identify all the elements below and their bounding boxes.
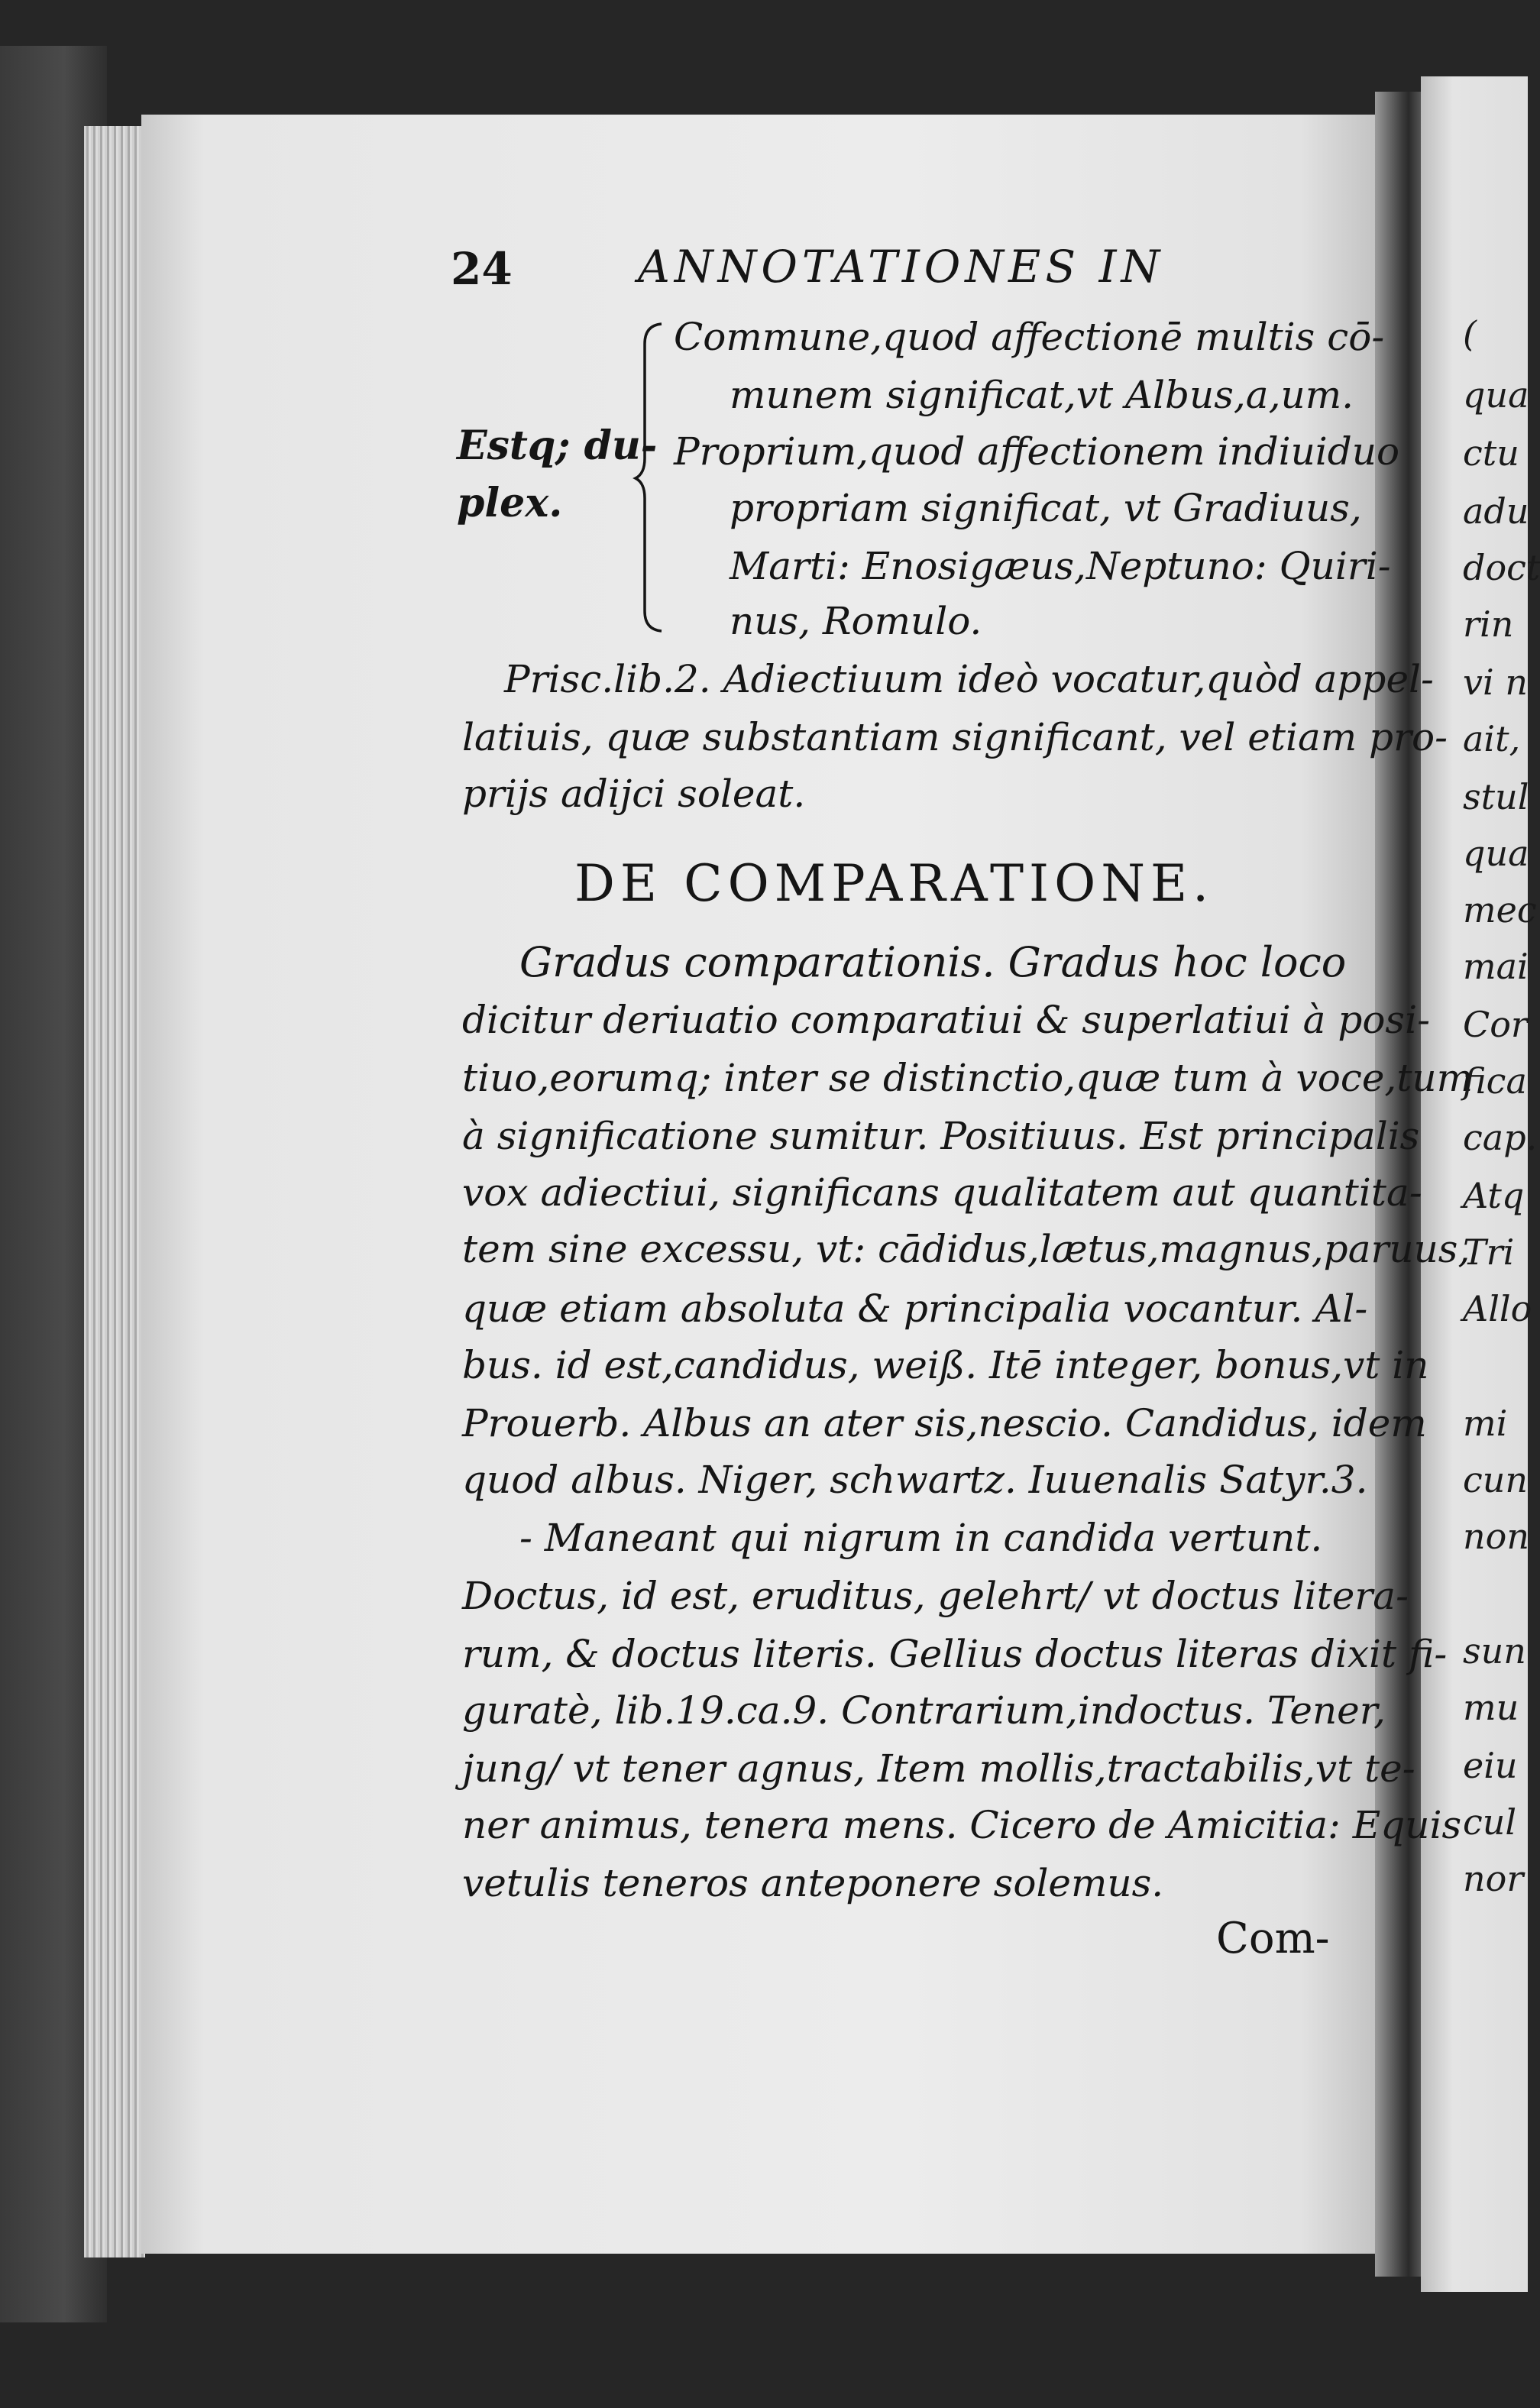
bracket-line: munem significat,vt Albus,a,um. [730, 373, 1354, 417]
text-line: Doctus, id est, eruditus, gelehrt/ vt doctus litera- [462, 1574, 1409, 1618]
bracket-line: Commune,quod affectionē multis cō- [674, 315, 1385, 359]
section-title: DE COMPARATIONE. [574, 854, 1215, 913]
facing-page-fragment: cul [1463, 1801, 1517, 1843]
facing-page-fragment: mu [1463, 1687, 1519, 1728]
bracket-side-label: plex. [457, 480, 563, 526]
facing-page-fragment: non [1463, 1516, 1529, 1557]
text-line: Prisc.lib.2. Adiectiuum ideò vocatur,quòd appel- [504, 657, 1434, 701]
catchword: Com- [1216, 1914, 1330, 1963]
bracket-line: nus, Romulo. [730, 599, 982, 643]
text-line: rum, & doctus literis. Gellius doctus literas dixit fi- [462, 1632, 1448, 1676]
page-number: 24 [451, 243, 513, 295]
text-line: dicitur deriuatio comparatiui & superlatiui à posi- [462, 998, 1430, 1042]
facing-page-fragment: adu [1463, 490, 1529, 532]
facing-page-fragment [1463, 1574, 1528, 1615]
facing-page-fragment: doct [1463, 547, 1540, 588]
facing-page-fragment: Allo [1463, 1288, 1532, 1329]
text-line: ner animus, tenera mens. Cicero de Amicitia: Equis [462, 1803, 1462, 1847]
facing-page-fragment: Tri [1463, 1232, 1515, 1273]
bracket-side-label: Estq; du- [457, 422, 658, 469]
bracket-line: Marti: Enosigæus,Neptuno: Quiri- [730, 544, 1391, 588]
bracket-line: propriam significat, vt Gradiuus, [730, 486, 1362, 530]
facing-page-fragment: vi n [1463, 662, 1528, 703]
text-line: - Maneant qui nigrum in candida vertunt. [519, 1516, 1323, 1560]
facing-page-fragment: mec [1463, 889, 1537, 931]
text-line: jung/ vt tener agnus, Item mollis,tractabilis,vt te- [462, 1746, 1415, 1791]
text-line: quod albus. Niger, schwartz. Iuuenalis Satyr.3. [462, 1458, 1368, 1502]
facing-page-fragment: nor [1463, 1858, 1524, 1899]
bracket-line: Proprium,quod affectionem indiuiduo [674, 429, 1400, 474]
facing-page-fragment: mi [1463, 1403, 1508, 1444]
curly-brace-icon [634, 321, 665, 634]
facing-page-fragment: cap. [1463, 1117, 1538, 1158]
text-line: Gradus comparationis. Gradus hoc loco [519, 938, 1347, 986]
text-line: quæ etiam absoluta & principalia vocantur. Al- [462, 1287, 1368, 1331]
facing-page-fragment: stul [1463, 776, 1529, 817]
facing-page-fragment: qua [1463, 374, 1529, 416]
text-line: tem sine excessu, vt: cādidus,lætus,magnus,paruus, [462, 1227, 1470, 1271]
text-line: bus. id est,candidus, weiß. Itē integer, bonus,vt in [462, 1343, 1429, 1387]
facing-page-fragment: qua [1463, 833, 1529, 874]
text-line: vetulis teneros anteponere solemus. [462, 1861, 1164, 1905]
facing-page-fragment [1463, 1346, 1528, 1387]
text-line: à significatione sumitur. Positiuus. Est principalis [462, 1114, 1420, 1158]
facing-page-fragment: Atq [1463, 1175, 1525, 1216]
page-edges [84, 126, 145, 2258]
facing-page-fragment: cun [1463, 1459, 1529, 1500]
text-line: vox adiectiui, significans qualitatem aut quantita- [462, 1170, 1422, 1215]
text-line: tiuo,eorumq; inter se distinctio,quæ tum à voce,tum [462, 1056, 1474, 1100]
facing-page-fragment: fica [1463, 1060, 1527, 1102]
facing-page-fragment: eiu [1463, 1745, 1518, 1786]
text-line: latiuis, quæ substantiam significant, vel etiam pro- [462, 715, 1448, 759]
facing-page-fragment: sun [1463, 1630, 1526, 1672]
facing-page-fragment: ctu [1463, 432, 1519, 474]
facing-page-fragment: rin [1463, 604, 1514, 645]
text-line: prijs adijci soleat. [462, 772, 806, 816]
facing-page-fragment: mai [1463, 946, 1529, 987]
facing-page-fragment: ait, [1463, 718, 1521, 759]
facing-page-fragment: ( [1463, 313, 1477, 354]
text-line: Prouerb. Albus an ater sis,nescio. Candidus, idem [462, 1401, 1427, 1445]
text-line: guratè, lib.19.ca.9. Contrarium,indoctus. Tener, [462, 1688, 1386, 1733]
running-head: ANNOTATIONES IN [638, 241, 1165, 293]
facing-page-fragment: Cor [1463, 1004, 1528, 1045]
